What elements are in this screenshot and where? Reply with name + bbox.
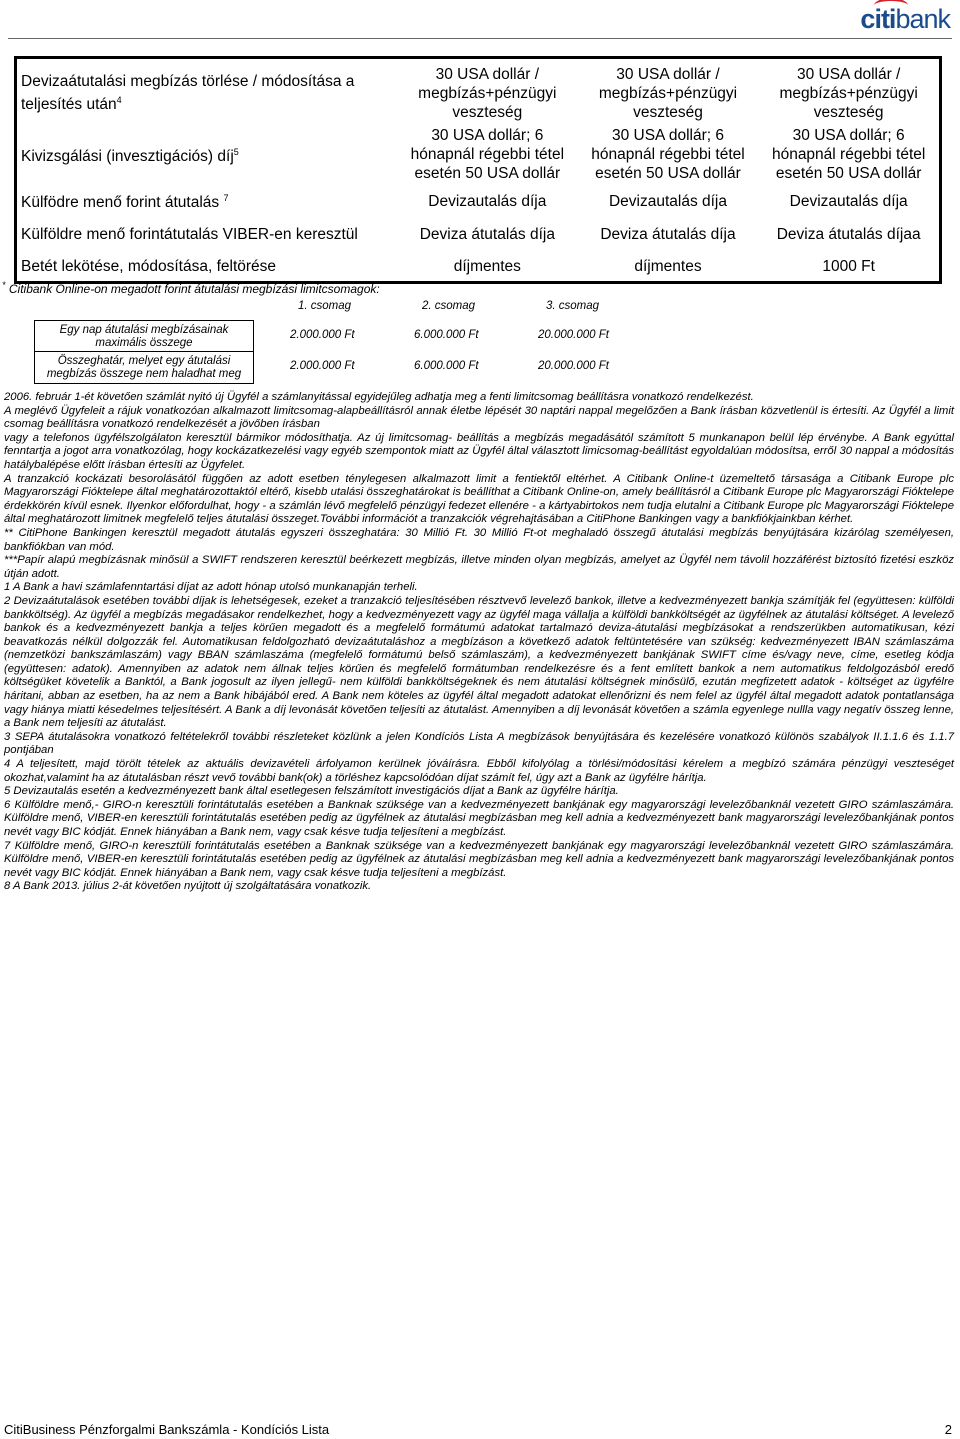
- table-cell: 30 USA dollár; 6 hónapnál régebbi tétel esetén 50 USA dollár: [771, 127, 926, 182]
- row-label: Kivizsgálási (invesztigációs) díj$^5$: [21, 146, 239, 166]
- footnote-3: 3 SEPA átutalásokra vonatkozó feltételekről további részleteket közlünk a jelen Kondíciós Lista A megbízások benyújtására és kezelésére vonatkozó különös szabályok II.1.1.6 és 1.1.7 pontjában: [4, 730, 954, 757]
- table-cell: 30 USA dollár / megbízás+pénzügyi veszteség: [779, 66, 918, 121]
- logo-citi: citi: [860, 4, 896, 34]
- package-2-header: 2. csomag: [422, 300, 476, 312]
- paragraph: A meglévő Ügyfeleit a rájuk vonatkozóan alkalmazott limitcsomag-alapbeállításról annak életbe lépését 30 naptári nappal megelőzően a Bank írásban közvetlenül is értesíti. Az Ügyfél a limit csomag beállításra vonatkozó rendelkezését a jövőben írásban: [4, 404, 954, 431]
- limit-value: 2.000.000 Ft: [290, 360, 355, 372]
- footnote-2: 2 Devizaátutalások esetében további díjak is lehetségesek, ezeket a tranzakció teljesítésében résztvevő levelező bankok, illetve a kedvezményezett bankja számítják fel (együttesen: külföldi bankköltség). Az ügyfél a megbízás megadásakor rendelkezhet, hogy a kedvezményezett vagy az ügyfél maga vállalja a külföldi bankköltségét az ügyfélnek az átutalási költséget. A levelező bankok és a kedvezményezett bankja a teljes körűen megadott és a megfelelő formátumú adatokat tartalmazó deviza-átutalási megbízásokat a rendszerükben automatikusan, kézi beavatkozás nélkül dolgozzák fel. Automatikusan feldolgozható devizaátutaláshoz a megbízáson a következő adatok feltüntetésére van szükség: kedvezményezett IBAN számlaszáma (nemzetközi bankszámlaszám) vagy BBAN számlaszáma (megfelelő formátumú belső számlaszám), a kedvezményezett bankjának SWIFT címe és/vagy neve, címe, esetleg kódja (együttesen: adatok). Amennyiben az adatok nem állnak teljes körűen és megfelelő formátumban rendelkezésre és a fent említett bankok a nem automatikus feldolgozásból eredő költségüket követelik a Banktól, a Bank jogosult az ilyen jellegű- nem külföldi bankköltségeknek és nem átutalási költségnek minősülő, ezután megfizetett adatok - költséget az ügyfélre háritani, abban az esetben, ha az nem a Bank hibájából ered. A Bank nem köteles az ügyfél által megadott adatokat ellenőrizni és nem felel az ügyfél által megadott adatok pontatlansága vagy hiánya miatti késedelmes teljesítésért. A Bank a díj levonását követően teljesíti az átutalást. Amennyiben a díj levonását követően a számla egyenlege nullla vagy negatív összeg lenne, a Bank nem teljesíti az átutalást.: [4, 594, 954, 730]
- footnote-7: 7 Külföldre menő, GIRO-n keresztüli forintátutalás esetében a Banknak szüksége van a kedvezményezett bankjának egy magyarországi levelezőbanknál vezetett GIRO számlaszámára. Külföldre menő, VIBER-en keresztüli forintátutalás esetében pedig az ügyfélnek az átutalási megbízásban meg kell adnia a kedvezményezett bank magyarországi levelezőbankjának pontos nevét vagy BIC kódját. Ennek hiányában a Bank nem, vagy csak késve tudja teljesíteni a megbízást.: [4, 839, 954, 879]
- citibank-logo: [860, 4, 950, 35]
- footnote-8: 8 A Bank 2013. július 2-át követően nyújtott új szolgáltatására vonatkozik.: [4, 880, 372, 893]
- limit-note: * Citibank Online-on megadott forint átutalási megbízási limitcsomagok:: [2, 280, 380, 296]
- paragraph: ***Papír alapú megbízásnak minősül a SWIFT rendszeren keresztül beérkezett megbízás, illetve minden olyan megbízás, amelyet az Ügyfél nem távolil hozzáférést biztosító fizetési eszköz útján adott.: [4, 554, 954, 580]
- footnote-6: 6 Külföldre menő,- GIRO-n keresztüli forintátutalás esetében a Banknak szüksége van a kedvezményezett bankjának egy magyarországi levelezőbanknál vezetett GIRO számlaszámára. Külföldre menő, VIBER-en keresztüli forintátutalás esetében pedig az ügyfélnek az átutalási megbízásban meg kell adnia a kedvezményezett bank magyarországi levelezőbankjának pontos nevét vagy BIC kódját. Ennek hiányában a Bank nem, vagy csak késve tudja teljesíteni a megbízást.: [4, 798, 954, 838]
- paragraph: vagy a telefonos ügyfélszolgálaton keresztül bármikor módosíthatja. Az új limitcsomag- beállítás a megbízás megadásától számított 5 munkanapon belül lép érvénybe. A Bank egyúttal fenntartja a jogot arra vonatkozólag, hogy kockázatkezelési vagy egyéb szempontok miatt az Ügyfél által választott limicsomag-beállítást egyoldalúan módosítsa, erről 30 nappal a módosítás hatálybalépése előtt írásban értesíti az Ügyfelet.: [4, 431, 954, 471]
- paragraph: ** CitiPhone Bankingen keresztül megadott átutalás egyszeri összeghatára: 30 Millió Ft. 30 Millió Ft-ot meghaladó összegű átutalási megbízás benyújtására kizárólag személyesen, bankfiókban van mód.: [4, 526, 954, 553]
- limit-value: 20.000.000 Ft: [538, 329, 609, 341]
- limit-row1-label: Egy nap átutalási megbízásainak maximális összege: [59, 324, 229, 349]
- package-3-header: 3. csomag: [546, 300, 600, 312]
- table-cell: díjmentes: [453, 257, 521, 275]
- footnote-4: 4 A teljesített, majd törölt tételek az aktuális devizavételi árfolyamon kerülnek jóváírásra. Ebből kifolyólag a törlési/módosítási kérelem a megbízó számára pénzügyi veszteséget okozhat,valamint ha az átutalásban részt vevő további bank(ok) a törléshez kapcsolódóan díjat számít fel, úgy azt a Bank az ügyfélre hárítja.: [4, 758, 954, 784]
- table-row: [16, 251, 941, 283]
- row-label: Devizaátutalási megbízás törlése / módosítása a teljesítés után$^4$: [21, 73, 355, 114]
- limit-value: 6.000.000 Ft: [414, 329, 479, 341]
- footnotes-body: [4, 391, 954, 894]
- header-divider: [8, 38, 952, 39]
- table-cell: 1000 Ft: [822, 257, 875, 275]
- footnote-5: 5 Devizautalás esetén a kedvezményezett bank által esetlegesen felszámított investigációs díjat a Bank az ügyfélre hárítja.: [4, 785, 619, 798]
- paragraph: 2006. február 1-ét követően számlát nyitó új Ügyfél a számlanyitással egyidejűleg adhatja meg a fenti limitcsomag beállításra vonatkozó rendelkezést.: [4, 391, 754, 403]
- package-1-header: 1. csomag: [298, 300, 352, 312]
- limit-value: 6.000.000 Ft: [414, 360, 479, 372]
- table-cell: Devizautalás díja: [428, 192, 547, 210]
- logo-arc: [874, 0, 908, 13]
- table-cell: díjmentes: [634, 257, 702, 275]
- row-label: Külföldre menő forintátutalás VIBER-en keresztül: [21, 225, 358, 243]
- table-cell: Deviza átutalás díja: [419, 225, 555, 243]
- table-row: [16, 124, 941, 185]
- row-label: Betét lekötése, módosítása, feltörése: [21, 257, 277, 275]
- paragraph: A tranzakció kockázati besorolásától függően az adott esetben ténylegesen alkalmazott limit a fentiektől eltérhet. A Citibank Online-t üzemeltető társasága a Citibank Europe plc Magyarországi Fióktelepe által meghatározottaktól eltérő, kisebb utalási összeghatárokat is beállíthat a Citibank Online-on, amely beállításról a Citibank Europe plc Magyarországi Fióktelepe érdekkörén kívül esnek. Ilyenkor előfordulhat, hogy - a számlán lévő megfelelő pénzügyi fedezet ellenére - a kártyabirtokos nem tudja elutalni a Citibank Europe plc Magyarországi Fióktelepe által meghatározott limitnek megfelelő teljes átutalási összeget.További információt a tranzakciók végrehajtásában a CitiPhone Bankingen vagy a bankfiókjainkban kérhet.: [4, 472, 954, 526]
- table-cell: 30 USA dollár / megbízás+pénzügyi veszteség: [598, 66, 738, 121]
- table-cell: Devizautalás díja: [789, 192, 908, 210]
- table-cell: 30 USA dollár / megbízás+pénzügyi veszteség: [418, 66, 557, 121]
- row-label: Külfödre menő forint átutalás $^7$: [21, 193, 229, 212]
- limit-value: 2.000.000 Ft: [290, 329, 355, 341]
- footer-title: CitiBusiness Pénzforgalmi Bankszámla - Kondíciós Lista: [4, 1422, 330, 1437]
- table-row: [16, 217, 941, 251]
- table-cell: 30 USA dollár; 6 hónapnál régebbi tétel esetén 50 USA dollár: [410, 127, 565, 182]
- footnote-1: 1 A Bank a havi számlafenntartási díjat az adott hónap utolsó munkanapján terheli.: [4, 581, 418, 594]
- limit-row2-label: Összeghatár, melyet egy átutalási megbízás összege nem haladhat meg: [35, 351, 253, 381]
- page-number: 2: [944, 1422, 952, 1437]
- table-cell: Deviza átutalás díjaa: [776, 225, 921, 243]
- table-cell: Devizautalás díja: [608, 192, 727, 210]
- table-cell: 30 USA dollár; 6 hónapnál régebbi tétel esetén 50 USA dollár: [591, 127, 745, 182]
- limit-value: 20.000.000 Ft: [538, 360, 609, 372]
- table-row: [16, 58, 941, 125]
- table-cell: Deviza átutalás díja: [600, 225, 736, 243]
- logo-bank: bank: [895, 4, 950, 34]
- table-row: [16, 185, 941, 217]
- limit-label-box: [34, 320, 254, 384]
- fee-table: [14, 56, 942, 284]
